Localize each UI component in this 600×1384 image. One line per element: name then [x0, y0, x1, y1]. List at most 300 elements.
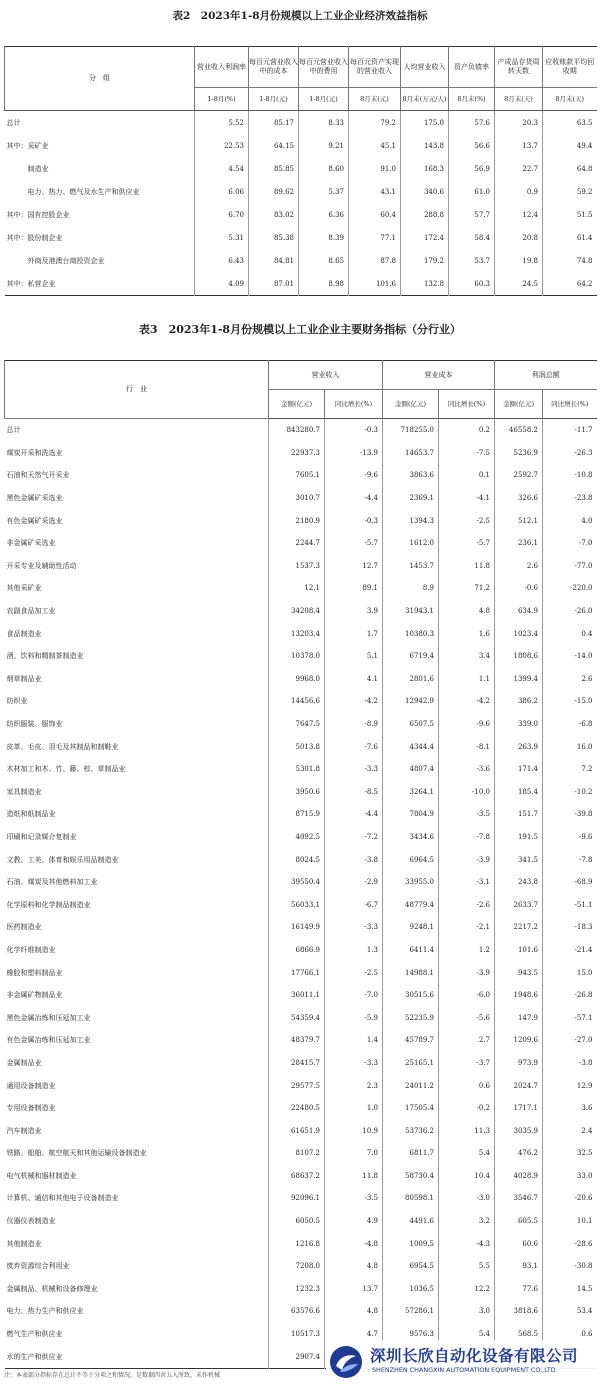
cell-value: 0.6 [439, 1074, 495, 1097]
cell-value: 5.1 [325, 645, 383, 668]
cell-value: 10517.3 [269, 1323, 325, 1346]
cell-value: 2801.6 [383, 668, 439, 691]
column-header: 每百元营业收入中的费用 [299, 47, 349, 88]
cell-value: -39.8 [543, 803, 597, 826]
cell-value: -5.7 [325, 532, 383, 555]
row-label: 有色金属冶炼和压延加工业 [6, 1036, 91, 1045]
cell-value: -77.0 [543, 555, 597, 578]
cell-value: 54359.4 [269, 1006, 325, 1029]
growth-header: 同比增长(%) [325, 390, 383, 419]
cell-value: -3.0 [439, 1187, 495, 1210]
row-label: 烟草制品业 [6, 674, 42, 683]
cell-value: 339.0 [495, 713, 543, 736]
table-row [5, 668, 597, 691]
cell-value: 20.8 [495, 226, 543, 249]
cell-value: -10.0 [439, 781, 495, 804]
cell-value: 52235.9 [383, 1006, 439, 1029]
cell-value: 5.31 [195, 226, 249, 249]
cell-value: -14.0 [543, 645, 597, 668]
cell-value: -30.8 [543, 1255, 597, 1278]
cell-value: 53.4 [543, 1300, 597, 1323]
cell-value: 89.1 [325, 577, 383, 600]
cell-value: -4.8 [325, 1232, 383, 1255]
table-row [5, 1210, 597, 1233]
table-row [5, 600, 597, 623]
cell-value: -26.0 [543, 600, 597, 623]
cell-value: 43.1 [349, 180, 401, 203]
row-label: 化学原料和化学制品制造业 [6, 900, 91, 909]
cell-value: 386.2 [495, 690, 543, 713]
cell-value: 171.4 [495, 758, 543, 781]
cell-value: 87.01 [249, 272, 299, 296]
cell-value: -4.2 [439, 690, 495, 713]
cell-value: 1216.8 [269, 1232, 325, 1255]
cell-value: 63.5 [543, 111, 597, 135]
row-label: 化学纤维制造业 [6, 945, 56, 954]
cell-value: 132.8 [401, 272, 449, 296]
cell-value: 6.06 [195, 180, 249, 203]
cell-value: 16.0 [543, 735, 597, 758]
cell-value: -0.2 [439, 1097, 495, 1120]
cell-value: 175.0 [401, 111, 449, 135]
table-row [5, 1074, 597, 1097]
cell-value: 2907.4 [269, 1345, 325, 1368]
cell-value: -57.1 [543, 1006, 597, 1029]
table-row [5, 272, 597, 296]
row-label: 专用设备制造业 [6, 1104, 56, 1113]
cell-value: 22480.5 [269, 1097, 325, 1120]
cell-value: -7.0 [325, 984, 383, 1007]
cell-value: 33955.0 [383, 871, 439, 894]
cell-value: 2180.9 [269, 509, 325, 532]
cell-value: 185.4 [495, 781, 543, 804]
cell-value: -3.5 [439, 803, 495, 826]
cell-value: 3264.1 [383, 781, 439, 804]
cell-value: 843280.7 [269, 419, 325, 442]
row-label: 其中：采矿业 [6, 141, 49, 150]
cell-value: 3.9 [325, 600, 383, 623]
cell-value: 1.7 [325, 622, 383, 645]
cell-value: 60.4 [349, 203, 401, 226]
cell-value: 13203.4 [269, 622, 325, 645]
row-label: 总计 [6, 426, 21, 435]
cell-value: 0.2 [439, 419, 495, 442]
cell-value: 5236.9 [495, 442, 543, 465]
table-row [5, 1006, 597, 1029]
cell-value: 1.3 [325, 939, 383, 962]
cell-value: -9.6 [439, 713, 495, 736]
row-label: 农副食品加工业 [6, 607, 56, 616]
cell-value: 3.0 [439, 1300, 495, 1323]
cell-value: 60.3 [449, 272, 495, 296]
cell-value: 59.2 [543, 180, 597, 203]
row-label: 纺织业 [6, 697, 28, 706]
cell-value: 5.5 [439, 1255, 495, 1278]
cell-value: -2.9 [325, 871, 383, 894]
cell-value: 3.4 [439, 645, 495, 668]
cell-value: 13.7 [325, 1278, 383, 1301]
cell-value: 25165.1 [383, 1052, 439, 1075]
cell-value: -4.2 [325, 690, 383, 713]
table2-title: 表2 2023年1-8月份规模以上工业企业经济效益指标 [172, 10, 428, 22]
cell-value: 93.1 [495, 1255, 543, 1278]
cell-value: 84.81 [249, 249, 299, 272]
cell-value: 2.6 [543, 668, 597, 691]
cell-value: 31943.1 [383, 600, 439, 623]
cell-value: 92096.1 [269, 1187, 325, 1210]
cell-value: 2.7 [439, 1029, 495, 1052]
cell-value: 7.2 [543, 758, 597, 781]
financial-indicators-table [4, 360, 597, 1369]
row-label: 其中：国有控股企业 [6, 210, 70, 219]
cell-value: 8107.2 [269, 1142, 325, 1165]
cell-value: 91.0 [349, 157, 401, 180]
cell-value: 4807.4 [383, 758, 439, 781]
cell-value: 57.6 [449, 111, 495, 135]
cell-value: 8715.9 [269, 803, 325, 826]
column-unit: 8月末(%) [449, 88, 495, 111]
cell-value: 718255.0 [383, 419, 439, 442]
column-unit: 8月末(天) [495, 88, 543, 111]
cell-value: -21.4 [543, 939, 597, 962]
cell-value: -8.5 [325, 781, 383, 804]
cell-value: 46558.2 [495, 419, 543, 442]
table-row [5, 713, 597, 736]
cell-value: 60.6 [495, 1232, 543, 1255]
row-label: 酒、饮料和精制茶制造业 [6, 652, 84, 661]
cell-value: 1036.5 [383, 1278, 439, 1301]
cell-value: 179.2 [401, 249, 449, 272]
cell-value: 147.9 [495, 1006, 543, 1029]
cell-value: 11.3 [439, 1119, 495, 1142]
row-label: 食品制造业 [6, 629, 42, 638]
cell-value: -3.8 [543, 1052, 597, 1075]
table-row [5, 249, 597, 272]
cell-value: 7605.1 [269, 464, 325, 487]
cell-value: 1209.6 [495, 1029, 543, 1052]
cell-value: 64.15 [249, 134, 299, 157]
row-label: 计算机、通信和其他电子设备制造业 [6, 1194, 119, 1203]
cell-value: 14988.1 [383, 961, 439, 984]
cell-value: 4.1 [325, 668, 383, 691]
cell-value: 48379.7 [269, 1029, 325, 1052]
cell-value: -51.1 [543, 893, 597, 916]
cell-value: 7804.9 [383, 803, 439, 826]
cell-value: 24011.2 [383, 1074, 439, 1097]
cell-value: 6719.4 [383, 645, 439, 668]
growth-header: 同比增长(%) [439, 390, 495, 419]
row-label: 黑色金属冶炼和压延加工业 [6, 1013, 91, 1022]
cell-value: 57.7 [449, 203, 495, 226]
cell-value: 243.8 [495, 871, 543, 894]
row-label: 外商及港澳台商投资企业 [6, 256, 105, 265]
cell-value: 77.6 [495, 1278, 543, 1301]
cell-value: 15.0 [543, 961, 597, 984]
cell-value: 1394.3 [383, 509, 439, 532]
cell-value: 2369.1 [383, 487, 439, 510]
cell-value: 5.4 [439, 1323, 495, 1346]
cell-value: 151.7 [495, 803, 543, 826]
cell-value: 3434.6 [383, 826, 439, 849]
economic-efficiency-table [4, 46, 597, 296]
cell-value: -6.7 [325, 893, 383, 916]
cell-value: -3.8 [325, 848, 383, 871]
row-label: 废弃资源综合利用业 [6, 1262, 70, 1271]
cell-value: 1.1 [439, 668, 495, 691]
cell-value: 0.6 [543, 1323, 597, 1346]
cell-value: 288.8 [401, 203, 449, 226]
table-row [5, 487, 597, 510]
cell-value: 85.17 [249, 111, 299, 135]
cell-value: 14.5 [543, 1278, 597, 1301]
table-row [5, 1029, 597, 1052]
cell-value: 5.52 [195, 111, 249, 135]
cell-value: 2.6 [495, 555, 543, 578]
table-row [5, 1278, 597, 1301]
cell-value: -2.5 [439, 509, 495, 532]
row-label: 其他制造业 [6, 1239, 42, 1248]
table-row [5, 442, 597, 465]
cell-value: 61.0 [449, 180, 495, 203]
cell-value: 2592.7 [495, 464, 543, 487]
cell-value: 5.4 [439, 1142, 495, 1165]
growth-header: 同比增长(%) [543, 390, 597, 419]
cell-value: 2.3 [325, 1074, 383, 1097]
cell-value: 53736.2 [383, 1119, 439, 1142]
cell-value: 10.1 [543, 1210, 597, 1233]
company-logo [326, 1340, 598, 1384]
cell-value: 2244.7 [269, 532, 325, 555]
group-header: 分 组 [5, 47, 195, 111]
cell-value: 77.1 [349, 226, 401, 249]
cell-value: -3.9 [439, 961, 495, 984]
cell-value: 6.43 [195, 249, 249, 272]
cell-value: 12942.9 [383, 690, 439, 713]
cell-value: -15.0 [543, 690, 597, 713]
cell-value: -8.9 [325, 713, 383, 736]
row-label: 铁路、船舶、航空航天和其他运输设备制造业 [6, 1149, 147, 1158]
row-label: 金属制品业 [6, 1058, 42, 1067]
cell-value: 8.39 [299, 226, 349, 249]
cell-value: -18.3 [543, 916, 597, 939]
cell-value: -10.2 [543, 781, 597, 804]
table-row [5, 419, 597, 442]
cell-value: 4.09 [195, 272, 249, 296]
cell-value: 5301.8 [269, 758, 325, 781]
table-row [5, 1165, 597, 1188]
cell-value: -6.8 [543, 713, 597, 736]
cell-value: 3010.7 [269, 487, 325, 510]
table-row [5, 916, 597, 939]
cell-value: 3863.6 [383, 464, 439, 487]
logo-company-name: 深圳长欣自动化设备有限公司 [370, 1347, 579, 1365]
row-label: 橡胶和塑料制品业 [6, 968, 63, 977]
row-label: 皮革、毛皮、羽毛及其制品和制鞋业 [6, 742, 119, 751]
cell-value: 10.9 [325, 1119, 383, 1142]
row-label: 非金属矿采选业 [6, 539, 56, 548]
row-label: 木材加工和木、竹、藤、棕、草制品业 [6, 765, 126, 774]
cell-value: 0.4 [543, 622, 597, 645]
cell-value: 7.0 [325, 1142, 383, 1165]
cell-value: 8.65 [299, 249, 349, 272]
cell-value: 6964.5 [383, 848, 439, 871]
cell-value: 4491.6 [383, 1210, 439, 1233]
table-row [5, 1232, 597, 1255]
table-row [5, 180, 597, 203]
cell-value: 2024.7 [495, 1074, 543, 1097]
row-label: 石油和天然气开采业 [6, 471, 70, 480]
cell-value: 1.4 [325, 1029, 383, 1052]
cell-value: -26.3 [543, 442, 597, 465]
table-row [5, 577, 597, 600]
table-row [5, 690, 597, 713]
cell-value: 4.54 [195, 157, 249, 180]
cell-value: -4.1 [439, 487, 495, 510]
cell-value: 7208.0 [269, 1255, 325, 1278]
cell-value: 14456.6 [269, 690, 325, 713]
cell-value: 1399.4 [495, 668, 543, 691]
cell-value: 101.6 [349, 272, 401, 296]
cell-value: 263.9 [495, 735, 543, 758]
cell-value: -3.3 [325, 916, 383, 939]
row-label: 黑色金属矿采选业 [6, 494, 63, 503]
table-row [5, 532, 597, 555]
row-label: 医药制造业 [6, 923, 42, 932]
cell-value: -7.5 [439, 442, 495, 465]
cell-value: 33.0 [543, 1165, 597, 1188]
cell-value: -9.6 [325, 464, 383, 487]
row-label: 有色金属矿采选业 [6, 516, 63, 525]
cell-value: 236.1 [495, 532, 543, 555]
table-row [5, 645, 597, 668]
cell-value: 34208.4 [269, 600, 325, 623]
cell-value: 634.9 [495, 600, 543, 623]
cell-value: 4.8 [439, 600, 495, 623]
footnote: 注：本表部分指标存在总计不等于分项之和情况，是数据四舍五入所致，未作机械 [4, 1372, 221, 1379]
cell-value: 12.4 [495, 203, 543, 226]
row-label: 燃气生产和供应业 [6, 1330, 63, 1339]
row-label: 煤炭开采和洗选业 [6, 448, 63, 457]
table-row [5, 961, 597, 984]
cell-value: 4344.4 [383, 735, 439, 758]
group-header: 营业成本 [383, 361, 495, 390]
row-label: 通用设备制造业 [6, 1081, 56, 1090]
amount-header: 金额(亿元) [383, 390, 439, 419]
cell-value: 20.3 [495, 111, 543, 135]
row-label: 电气机械和器材制造业 [6, 1171, 77, 1180]
cell-value: -23.8 [543, 487, 597, 510]
table-row [5, 803, 597, 826]
cell-value: -2.1 [439, 916, 495, 939]
table-row [5, 893, 597, 916]
cell-value: 6811.7 [383, 1142, 439, 1165]
cell-value: 4.9 [325, 1210, 383, 1233]
cell-value: 568.5 [495, 1323, 543, 1346]
cell-value: 17766.1 [269, 961, 325, 984]
cell-value: 56.9 [449, 157, 495, 180]
cell-value: 1.0 [325, 1097, 383, 1120]
row-label: 仪器仪表制造业 [6, 1217, 56, 1226]
row-label: 其中：私营企业 [6, 279, 56, 288]
cell-value: 1948.6 [495, 984, 543, 1007]
cell-value: 16149.9 [269, 916, 325, 939]
cell-value: 1453.7 [383, 555, 439, 578]
cell-value: 9248.1 [383, 916, 439, 939]
cell-value: -28.6 [543, 1232, 597, 1255]
cell-value: 58730.4 [383, 1165, 439, 1188]
cell-value: 22.7 [495, 157, 543, 180]
cell-value: 89.62 [249, 180, 299, 203]
cell-value: 8024.5 [269, 848, 325, 871]
column-unit: 1-8月(元) [299, 88, 349, 111]
row-label: 石油、煤炭及其他燃料加工业 [6, 878, 98, 887]
group-header: 营业收入 [269, 361, 383, 390]
cell-value: 8.60 [299, 157, 349, 180]
cell-value: -26.8 [543, 984, 597, 1007]
cell-value: 191.5 [495, 826, 543, 849]
cell-value: 12.9 [543, 1074, 597, 1097]
cell-value: 63576.6 [269, 1300, 325, 1323]
cell-value: 14653.7 [383, 442, 439, 465]
cell-value: 943.5 [495, 961, 543, 984]
cell-value: 5013.8 [269, 735, 325, 758]
group-header: 利润总额 [495, 361, 597, 390]
row-label: 纺织服装、服饰业 [6, 720, 63, 729]
cell-value: -20.6 [543, 1187, 597, 1210]
cell-value: 3546.7 [495, 1187, 543, 1210]
cell-value: 45.1 [349, 134, 401, 157]
cell-value: -5.6 [439, 1006, 495, 1029]
cell-value: 6507.5 [383, 713, 439, 736]
table-row [5, 157, 597, 180]
cell-value: 341.5 [495, 848, 543, 871]
table-row [5, 111, 597, 135]
cell-value: 340.6 [401, 180, 449, 203]
column-header: 应收账款平均回收期 [543, 47, 597, 88]
column-unit: 8月末(天) [543, 88, 597, 111]
cell-value: 6.36 [299, 203, 349, 226]
cell-value: 13.7 [495, 134, 543, 157]
cell-value: 49.4 [543, 134, 597, 157]
cell-value: -11.7 [543, 419, 597, 442]
cell-value: 10378.0 [269, 645, 325, 668]
cell-value: 19.8 [495, 249, 543, 272]
row-label: 其他采矿业 [6, 584, 42, 593]
cell-value: 973.9 [495, 1052, 543, 1075]
cell-value: 3.6 [543, 1097, 597, 1120]
cell-value: 36011.1 [269, 984, 325, 1007]
column-unit: 8月末(元) [349, 88, 401, 111]
cell-value: -3.1 [439, 871, 495, 894]
cell-value: 1232.3 [269, 1278, 325, 1301]
cell-value: 8.9 [383, 577, 439, 600]
table-row [5, 1255, 597, 1278]
cell-value: 6866.9 [269, 939, 325, 962]
cell-value: 22937.3 [269, 442, 325, 465]
cell-value: 11.8 [325, 1165, 383, 1188]
table-row [5, 984, 597, 1007]
cell-value: 4.7 [325, 1323, 383, 1346]
amount-header: 金额(亿元) [269, 390, 325, 419]
cell-value: 1808.6 [495, 645, 543, 668]
table-row [5, 781, 597, 804]
table-row [5, 1142, 597, 1165]
table-row [5, 1097, 597, 1120]
cell-value: 9.21 [299, 134, 349, 157]
cell-value: 143.8 [401, 134, 449, 157]
row-label: 汽车制造业 [6, 1126, 42, 1135]
table3-title: 表3 2023年1-8月份规模以上工业企业主要财务指标（分行业） [138, 323, 462, 336]
